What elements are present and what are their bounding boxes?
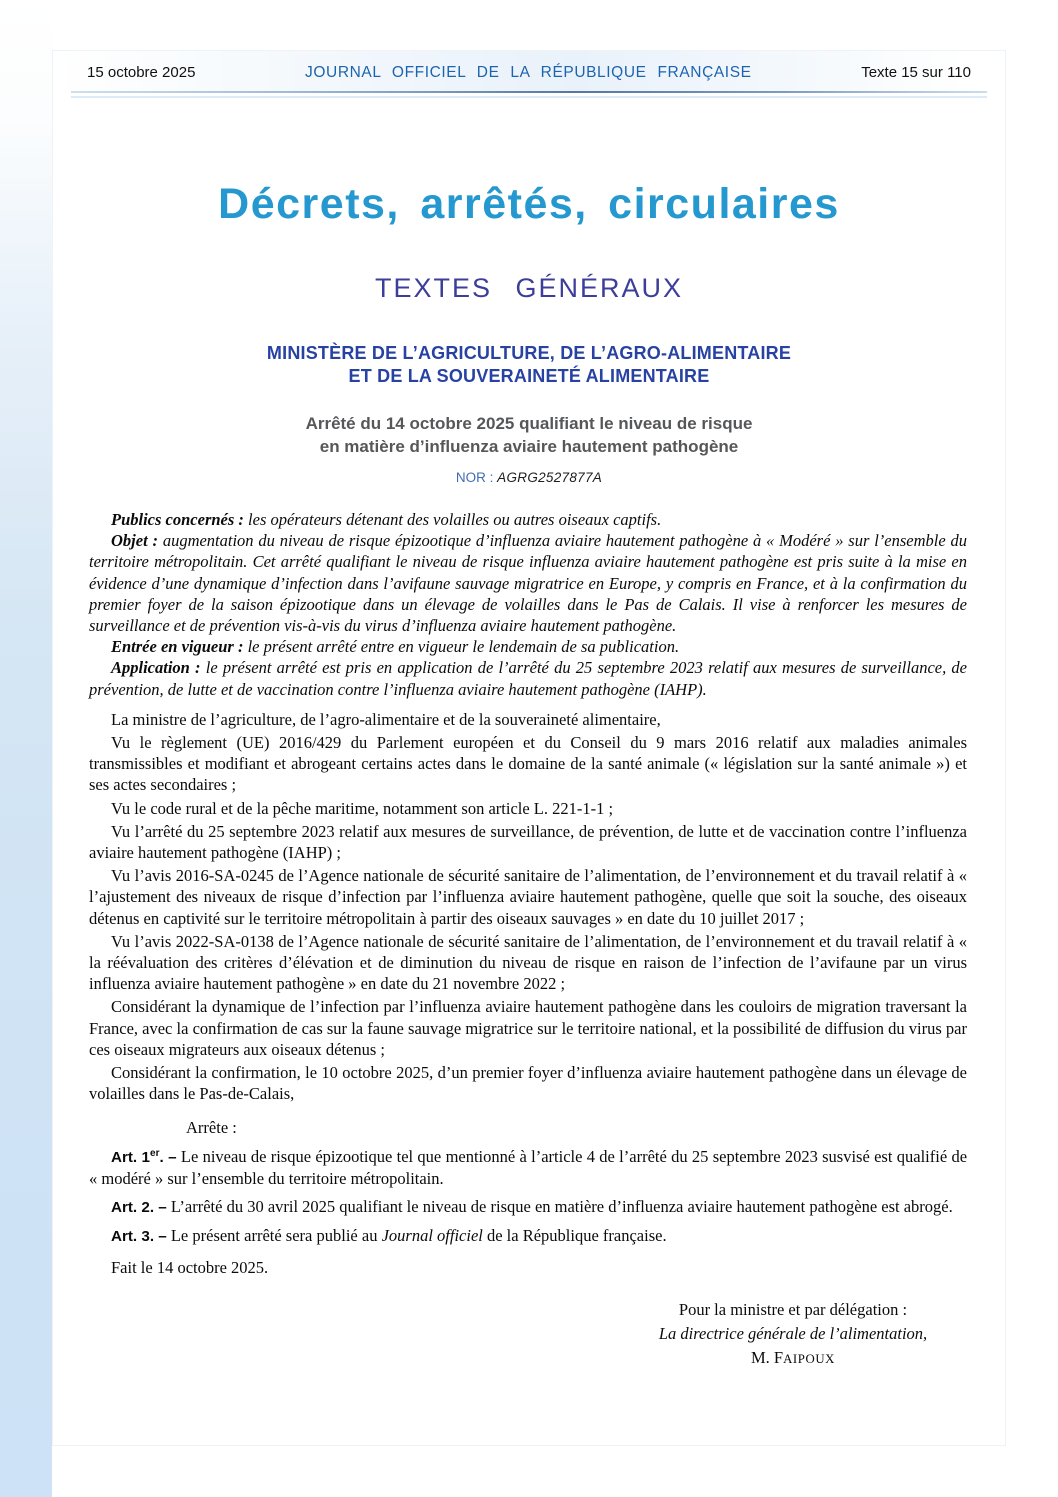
subsection-title: TEXTES GÉNÉRAUX bbox=[374, 273, 684, 303]
summary-text: les opérateurs détenant des volailles ou autres oiseaux captifs. bbox=[248, 510, 662, 529]
arrete-line: Arrête : bbox=[186, 1118, 237, 1138]
act-body bbox=[53, 509, 1005, 1371]
act-title bbox=[53, 412, 1005, 458]
nor-value: AGRG2527877A bbox=[497, 470, 603, 485]
journal-title: JOURNAL OFFICIEL DE LA RÉPUBLIQUE FRANÇAISE bbox=[305, 64, 752, 81]
article-3-text-after: de la République française. bbox=[486, 1226, 667, 1246]
summary-text: le présent arrêté est pris en application de l’arrêté du 25 septembre 2023 relatif aux mesures de surveillance, de prévention, de lutte et de vaccination contre l’influenza aviaire hautement pathogène (IAHP). bbox=[89, 658, 968, 699]
preamble bbox=[89, 709, 967, 1105]
article-1 bbox=[89, 1146, 967, 1189]
signature-role-line: La directrice générale de l’alimentation, bbox=[658, 1323, 928, 1343]
journal-officiel-page bbox=[52, 50, 1006, 1446]
act-title-line-1: Arrêté du 14 octobre 2025 qualifiant le niveau de risque bbox=[305, 414, 753, 433]
act-title-line-2: en matière d’influenza aviaire hautement pathogène bbox=[319, 437, 739, 456]
summary-item-objet bbox=[89, 530, 967, 636]
summary-label: Application : bbox=[111, 658, 201, 678]
header-text-number: Texte 15 sur 110 bbox=[861, 64, 971, 81]
ministry-heading bbox=[53, 342, 1005, 388]
nor-label: NOR : bbox=[455, 470, 494, 485]
page-header-band bbox=[53, 51, 1005, 91]
fait-line: Fait le 14 octobre 2025. bbox=[111, 1257, 269, 1277]
summary-label: Objet : bbox=[111, 531, 158, 551]
summary-item-application bbox=[89, 657, 967, 699]
preamble-paragraph: Vu le règlement (UE) 2016/429 du Parlement européen et du Conseil du 9 mars 2016 relatif aux maladies animales transmissibles et modifiant et abrogeant certains actes dans le domaine de la santé animale (« législation sur la santé animale ») et ses actes secondaires ; bbox=[89, 733, 967, 795]
article-1-text: Le niveau de risque épizootique tel que mentionné à l’article 4 de l’arrêté du 25 septembre 2023 susvisé est qualifié de « modéré » sur l’ensemble du territoire métropolitain. bbox=[89, 1146, 968, 1188]
signature-delegation-line: Pour la ministre et par délégation : bbox=[678, 1299, 908, 1319]
preamble-paragraph: Considérant la confirmation, le 10 octobre 2025, d’un premier foyer d’influenza aviaire hautement pathogène dans un élevage de volailles dans le Pas-de-Calais, bbox=[89, 1063, 967, 1104]
header-rule bbox=[71, 91, 987, 93]
article-2 bbox=[89, 1196, 967, 1218]
preamble-paragraph: Vu l’avis 2016-SA-0245 de l’Agence nationale de sécurité sanitaire de l’alimentation, de l’environnement et du travail relatif à « l’ajustement des niveaux de risque d’infection par l’influenza aviaire hautement pathogène, quelle que soit la souche, des oiseaux détenus en captivité sur le territoire métropolitain à partir des oiseaux sauvages » en date du 10 juillet 2017 ; bbox=[89, 866, 967, 928]
nor-line bbox=[53, 470, 1005, 485]
summary-text: le présent arrêté entre en vigueur le lendemain de sa publication. bbox=[247, 637, 680, 657]
header-date: 15 octobre 2025 bbox=[87, 64, 196, 81]
article-2-text: L’arrêté du 30 avril 2025 qualifiant le niveau de risque en matière d’influenza aviaire hautement pathogène est abrogé. bbox=[170, 1197, 953, 1217]
signature-name: M. FAIPOUX bbox=[750, 1347, 836, 1367]
preamble-paragraph: Vu l’avis 2022-SA-0138 de l’Agence nationale de sécurité sanitaire de l’alimentation, de l’environnement et du travail relatif à « la réévaluation des critères d’élévation et de diminution du niveau de risque en raison de l’infection de l’avifaune par un virus influenza aviaire hautement pathogène » en date du 21 novembre 2022 ; bbox=[89, 931, 967, 994]
signature-block bbox=[613, 1298, 973, 1371]
summary-item-entree-en-vigueur bbox=[89, 636, 967, 657]
summary-label: Publics concernés : bbox=[111, 510, 244, 529]
article-3-text-before: Le présent arrêté sera publié au bbox=[170, 1226, 378, 1246]
article-3 bbox=[89, 1225, 967, 1247]
preamble-paragraph: Considérant la dynamique de l’infection par l’influenza aviaire hautement pathogène dans les couloirs de migration traversant la France, avec la confirmation de cas sur la faune sauvage migratrice sur le territoire national, et la possibilité de diffusion du virus par ces oiseaux migrateurs aux oiseaux détenus ; bbox=[89, 997, 967, 1059]
page-margin-gradient bbox=[0, 0, 52, 1497]
ministry-line-1: MINISTÈRE DE L’AGRICULTURE, DE L’AGRO-ALIMENTAIRE bbox=[266, 343, 792, 363]
ministry-line-2: ET DE LA SOUVERAINETÉ ALIMENTAIRE bbox=[348, 366, 710, 386]
article-3-journal-officiel: Journal officiel bbox=[381, 1226, 483, 1246]
article-1-label: Art. 1er. – bbox=[111, 1147, 177, 1166]
article-2-label: Art. 2. – bbox=[111, 1199, 167, 1217]
summary-label: Entrée en vigueur : bbox=[111, 637, 244, 657]
page-header-row bbox=[87, 64, 971, 82]
preamble-paragraph: Vu le code rural et de la pêche maritime, notamment son article L. 221-1-1 ; bbox=[111, 798, 614, 818]
summary-item-publics bbox=[89, 509, 967, 530]
article-3-label: Art. 3. – bbox=[111, 1228, 167, 1246]
preamble-paragraph: Vu l’arrêté du 25 septembre 2023 relatif aux mesures de surveillance, de prévention, de lutte et de vaccination contre l’influenza aviaire hautement pathogène (IAHP) ; bbox=[89, 821, 967, 863]
summary-text: augmentation du niveau de risque épizootique d’influenza aviaire hautement pathogène à « Modéré » sur l’ensemble du territoire métropolitain. Cet arrêté qualifiant le niveau de risque influenza aviaire hautement pathogène est pris suite à la mise en évidence d’une dynamique d’infection dans l’avifaune sauvage migratrice en Europe, y compris en France, et à la confirmation du premier foyer de la saison épizootique dans un élevage de volailles dans le Pas de Calais. Il vise à renforcer les mesures de surveillance et de prévention vis-à-vis du virus d’influenza aviaire hautement pathogène. bbox=[89, 531, 968, 636]
preamble-paragraph: La ministre de l’agriculture, de l’agro-alimentaire et de la souveraineté alimentaire, bbox=[111, 709, 661, 729]
section-title: Décrets, arrêtés, circulaires bbox=[218, 180, 840, 228]
header-rule-secondary bbox=[71, 96, 987, 98]
